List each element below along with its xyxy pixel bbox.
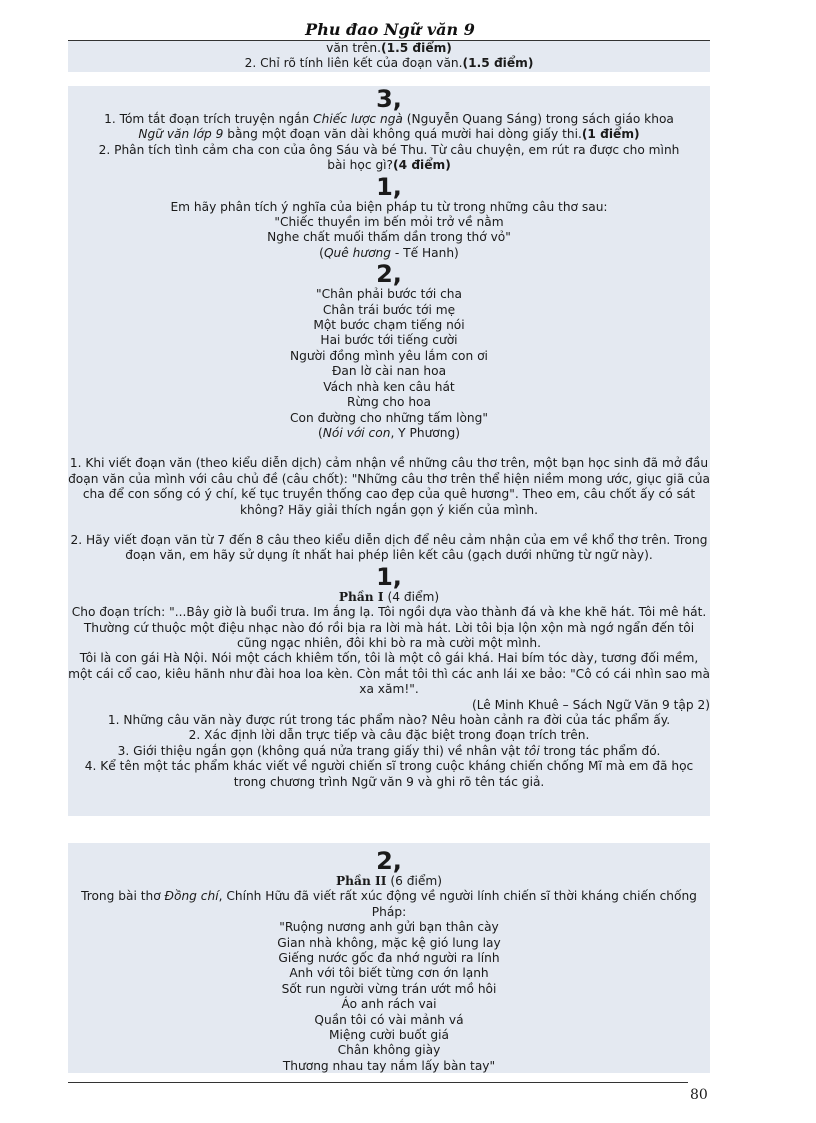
- poem-line: Con đường cho những tấm lòng": [290, 410, 488, 425]
- poem-line: "Chiếc thuyền im bến mỏi trở về nằm: [274, 215, 504, 230]
- prompt-text: Em hãy phân tích ý nghĩa của biện pháp tu từ trong những câu thơ sau:: [170, 199, 608, 214]
- poem-line: Quần tôi có vài mảnh vá: [314, 1012, 464, 1027]
- footer-divider: [68, 1082, 688, 1083]
- poem-line: Giếng nước gốc đa nhớ người ra lính: [278, 951, 500, 966]
- line-text: văn trên.: [326, 41, 382, 55]
- poem-line: Vách nhà ken câu hát: [323, 379, 455, 394]
- poem-line: Nghe chất muối thấm dần trong thớ vỏ": [267, 230, 511, 245]
- question-item: 1. Những câu văn này được rút trong tác phẩm nào? Nêu hoàn cảnh ra đời của tác phẩm ấy.: [107, 713, 671, 727]
- score-label: (1.5 điểm): [381, 41, 452, 55]
- poem-line: Miệng cười buốt giá: [328, 1028, 450, 1043]
- line-text: 3. Giới thiệu ngắn gọn (không quá nửa trang giấy thi) về nhân vật: [117, 743, 525, 758]
- poem-line: Sốt run người vừng trán ướt mồ hôi: [281, 981, 497, 996]
- citation: (Lê Minh Khuê – Sách Ngữ Văn 9 tập 2): [471, 697, 710, 712]
- exercise-block-bottom: [68, 843, 710, 1073]
- part-score: (4 điểm): [383, 589, 440, 604]
- poem-source: (Quê hương - Tế Hanh): [319, 245, 459, 260]
- line-text: bằng một đoạn văn dài không quá mười hai dòng giấy thi.: [223, 127, 582, 142]
- line-text: , Y Phương): [390, 425, 460, 440]
- part-heading: [68, 874, 710, 889]
- question-number: 2,: [376, 260, 402, 289]
- italic-word: tôi: [524, 743, 540, 758]
- poem-line: Một bước chạm tiếng nói: [313, 318, 465, 333]
- part-score: (6 điểm): [386, 874, 442, 888]
- page-header-title: Phu đao Ngữ văn 9: [305, 20, 475, 39]
- line-text: (Nguyễn Quang Sáng) trong sách giáo khoa: [402, 112, 674, 126]
- text-line: [68, 56, 710, 71]
- italic-title: Chiếc lược ngà: [313, 112, 403, 126]
- line-text: trong tác phẩm đó.: [539, 743, 661, 758]
- italic-title: Ngữ văn lớp 9: [138, 127, 224, 142]
- poem-line: Hai bước tới tiếng cười: [320, 333, 458, 348]
- poem-line: "Ruộng nương anh gửi bạn thân cày: [279, 920, 499, 935]
- poem-line: "Chân phải bước tới cha: [316, 287, 462, 302]
- poem-line: Người đồng mình yêu lắm con ơi: [290, 348, 488, 363]
- poem-line: Gian nhà không, mặc kệ gió lung lay: [277, 935, 501, 950]
- italic-title: Quê hương: [323, 245, 391, 260]
- part-title: Phần II: [336, 874, 387, 888]
- spacer: [68, 441, 710, 456]
- poem-line: Anh với tôi biết từng cơn ớn lạnh: [289, 966, 489, 981]
- excerpt-paragraph: Tôi là con gái Hà Nội. Nói một cách khiêm tốn, tôi là một cô gái khá. Hai bím tóc dày, tương đối mềm, một cái cổ cao, kiêu hãnh như đài hoa loa kèn. Còn mắt tôi thì các anh lái xe bảo: "Cô có cái nhìn sao mà xa xăm!".: [68, 651, 710, 697]
- line-text: bài học gì?: [327, 158, 394, 173]
- poem-line: Áo anh rách vai: [341, 997, 437, 1012]
- poem-line: Chân trái bước tới mẹ: [322, 302, 456, 317]
- poem-line: Thương nhau tay nắm lấy bàn tay": [282, 1058, 496, 1073]
- question-item: [68, 744, 710, 759]
- score-label: (1.5 điểm): [462, 56, 534, 71]
- score-label: (1 điểm): [581, 127, 640, 142]
- text-line: 2. Phân tích tình cảm cha con của ông Sáu và bé Thu. Từ câu chuyện, em rút ra được cho mình: [98, 142, 680, 157]
- line-text: Trong bài thơ: [81, 889, 165, 904]
- question-number: 3,: [376, 85, 402, 113]
- question-number: 2,: [376, 847, 402, 875]
- page-number: 80: [690, 1087, 708, 1103]
- part-heading: [68, 590, 710, 605]
- line-text: 2. Chỉ rõ tính liên kết của đoạn văn.: [244, 56, 463, 71]
- question-item: 2. Xác định lời dẫn trực tiếp và câu đặc biệt trong đoạn trích trên.: [188, 728, 590, 743]
- exercise-block-top: [68, 41, 710, 72]
- question-item: 4. Kể tên một tác phẩm khác viết về người chiến sĩ trong cuộc kháng chiến chống Mĩ mà em đã học trong chương trình Ngữ văn 9 và ghi rõ tên tác giả.: [84, 759, 694, 789]
- poem-line: Đan lờ cài nan hoa: [331, 364, 447, 379]
- poem-line: Chân không giày: [337, 1043, 441, 1058]
- question-paragraph: 1. Khi viết đoạn văn (theo kiểu diễn dịch) cảm nhận về những câu thơ trên, một bạn học sinh đã mở đầu đoạn văn của mình với câu chủ đề (câu chốt): "Những câu thơ trên thể hiện niềm mong ước, giục giã của cha để con sống có ý chí, kế tục truyền thống cao đẹp của quê hương". Theo em, câu chốt ấy có sát không? Hãy giải thích ngắn gọn ý kiến của mình.: [68, 456, 710, 517]
- text-line: [68, 127, 710, 142]
- text-line: [68, 41, 710, 56]
- exercise-block-main: [68, 86, 710, 816]
- question-number: 1,: [376, 562, 402, 591]
- poem-source: (Nói với con, Y Phương): [318, 425, 460, 440]
- italic-title: Đồng chí: [164, 889, 219, 904]
- spacer: [68, 518, 710, 533]
- question-paragraph: 2. Hãy viết đoạn văn từ 7 đến 8 câu theo kiểu diễn dịch để nêu cảm nhận của em về khổ thơ trên. Trong đoạn văn, em hãy sử dụng ít nhất hai phép liên kết câu (gạch dưới những từ ngữ này).: [70, 532, 708, 563]
- line-text: 1. Tóm tắt đoạn trích truyện ngắn: [104, 112, 314, 126]
- excerpt-paragraph: Cho đoạn trích: "...Bây giờ là buổi trưa. Im ắng lạ. Tôi ngồi dựa vào thành đá và khe khẽ hát. Tôi mê hát. Thường cứ thuộc một điệu nhạc nào đó rồi bịa ra lời mà hát. Lời tôi bịa lộn xộn mà ngớ ngẩn đến tôi cũng ngạc nhiên, đôi khi bò ra mà cười một mình.: [71, 605, 707, 650]
- line-text: , Chính Hữu đã viết rất xúc động về người lính chiến sĩ thời kháng chiến chống Pháp:: [218, 889, 697, 919]
- part-title: Phần I: [338, 589, 384, 604]
- question-number: 1,: [376, 172, 402, 201]
- poem-line: Rừng cho hoa: [347, 395, 431, 410]
- score-label: (4 điểm): [393, 158, 451, 173]
- line-text: - Tế Hanh): [391, 245, 459, 260]
- italic-title: Nói với con: [322, 425, 391, 440]
- text-line: [68, 112, 710, 127]
- intro-paragraph: [68, 889, 710, 920]
- text-line: [68, 158, 710, 173]
